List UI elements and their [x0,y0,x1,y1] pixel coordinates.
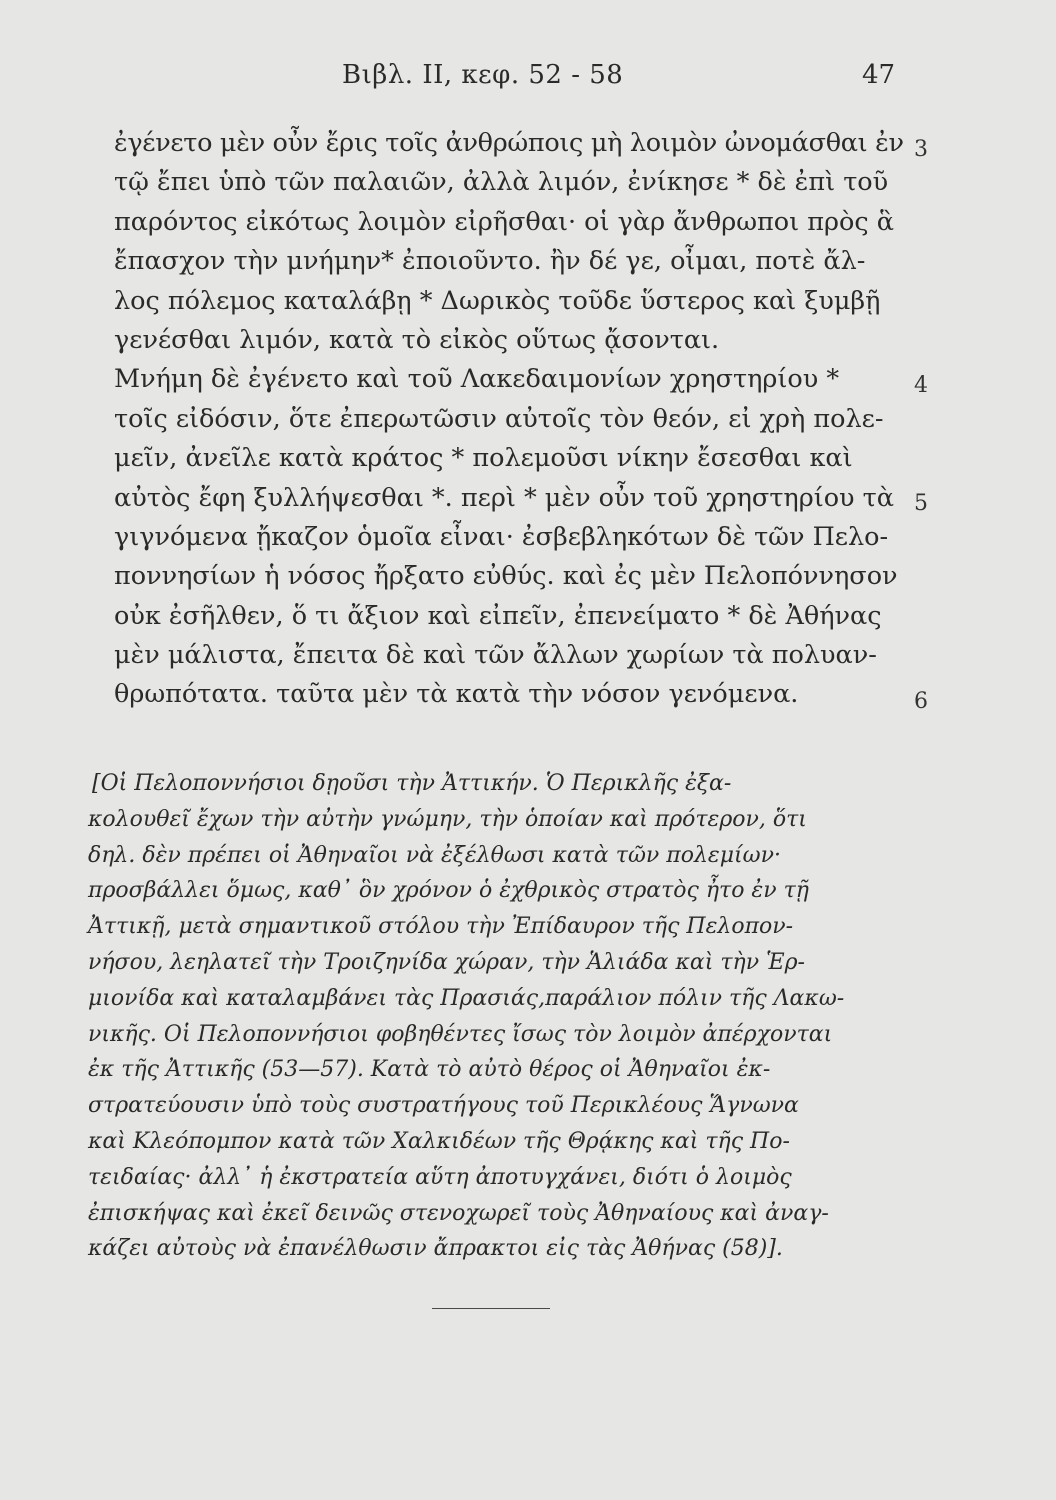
text-line: τοῖς εἰδόσιν, ὅτε ἐπερωτῶσιν αὐτοῖς τὸν θεόν, εἰ χρὴ πολε- [114,403,884,434]
text-line: τῷ ἔπει ὑπὸ τῶν παλαιῶν, ἀλλὰ λιμόν, ἐνίκησε * δὲ ἐπὶ τοῦ [114,167,889,198]
summary-line: νήσου, λεηλατεῖ τὴν Τροιζηνίδα χώραν, τὴν Ἁλιάδα καὶ τὴν Ἑρ- [88,949,805,975]
summary-line: νικῆς. Οἱ Πελοποννήσιοι φοβηθέντες ἴσως τὸν λοιμὸν ἀπέρχονται [88,1021,833,1047]
summary-line: κάζει αὐτοὺς νὰ ἐπανέλθωσιν ἄπρακτοι εἰς τὰς Ἀθήνας (58)]. [88,1236,783,1262]
summary-line: Ἀττικῇ, μετὰ σημαντικοῦ στόλου τὴν Ἐπίδαυρον τῆς Πελοπον- [88,914,794,940]
page-number: 47 [862,60,896,90]
summary-line: δηλ. δὲν πρέπει οἱ Ἀθηναῖοι νὰ ἐξέλθωσι κατὰ τῶν πολεμίων· [88,842,781,868]
summary-line: προσβάλλει ὅμως, καθ᾿ ὃν χρόνον ὁ ἐχθρικὸς στρατὸς ἦτο ἐν τῇ [88,878,809,904]
summary-line: τειδαίας· ἀλλ᾿ ἡ ἐκστρατεία αὕτη ἀποτυγχάνει, διότι ὁ λοιμὸς [88,1164,792,1190]
summary-line: στρατεύουσιν ὑπὸ τοὺς συστρατήγους τοῦ Περικλέους Ἅγνωνα [88,1093,799,1119]
summary-line: κολουθεῖ ἔχων τὴν αὐτὴν γνώμην, τὴν ὁποίαν καὶ πρότερον, ὅτι [88,806,807,832]
text-line: ἐγένετο μὲν οὖν ἔρις τοῖς ἀνθρώποις μὴ λοιμὸν ὠνομάσθαι ἐν [114,128,904,158]
summary-line: καὶ Κλεόπομπον κατὰ τῶν Χαλκιδέων τῆς Θρᾴκης καὶ τῆς Πο- [88,1128,790,1154]
greek-main-text [114,124,928,715]
text-line: ἔπασχον τὴν μνήμην* ἐποιοῦντο. ἢν δέ γε, οἶμαι, ποτὲ ἄλ- [114,246,866,277]
text-line: αὐτὸς ἔφη ξυλλήψεσθαι *. περὶ * μὲν οὖν τοῦ χρηστηρίου τὰ [114,482,894,513]
section-number: 3 [914,137,928,162]
page-header [0,60,1056,94]
text-line: ποννησίων ἡ νόσος ἤρξατο εὐθύς. καὶ ἐς μὲν Πελοπόννησον [114,561,898,592]
summary-line: μιονίδα καὶ καταλαμβάνει τὰς Πρασιάς,παράλιον πόλιν τῆς Λακω- [88,985,845,1011]
text-line: παρόντος εἰκότως λοιμὸν εἰρῆσθαι· οἱ γὰρ ἄνθρωποι πρὸς ἃ [114,206,894,237]
chapter-summary [88,766,908,1267]
text-line: γενέσθαι λιμόν, κατὰ τὸ εἰκὸς οὕτως ᾄσονται. [114,324,720,355]
text-line: μεῖν, ἀνεῖλε κατὰ κράτος * πολεμοῦσι νίκην ἔσεσθαι καὶ [114,443,853,474]
summary-line: [Οἱ Πελοποννήσιοι δῃοῦσι τὴν Ἀττικήν. Ὁ Περικλῆς ἐξα- [92,771,732,796]
text-line: γιγνόμενα ᾔκαζον ὁμοῖα εἶναι· ἐσβεβληκότων δὲ τῶν Πελο- [114,521,889,552]
section-number: 4 [914,373,928,398]
summary-line: ἐκ τῆς Ἀττικῆς (53—57). Κατὰ τὸ αὐτὸ θέρος οἱ Ἀθηναῖοι ἐκ- [88,1057,771,1083]
footer-rule [432,1308,550,1309]
text-line: λος πόλεμος καταλάβῃ * Δωρικὸς τοῦδε ὕστερος καὶ ξυμβῇ [114,285,881,316]
summary-line: ἐπισκήψας καὶ ἐκεῖ δεινῶς στενοχωρεῖ τοὺς Ἀθηναίους καὶ ἀναγ- [88,1200,829,1226]
running-title: Βιβλ. ΙΙ, κεφ. 52 - 58 [342,60,624,90]
text-line: μὲν μάλιστα, ἔπειτα δὲ καὶ τῶν ἄλλων χωρίων τὰ πολυαν- [114,640,877,671]
section-number: 6 [914,689,928,714]
text-line: οὐκ ἐσῆλθεν, ὅ τι ἄξιον καὶ εἰπεῖν, ἐπενείματο * δὲ Ἀθήνας [114,600,882,631]
text-line: θρωπότατα. ταῦτα μὲν τὰ κατὰ τὴν νόσον γενόμενα. [114,679,799,710]
text-line: Μνήμη δὲ ἐγένετο καὶ τοῦ Λακεδαιμονίων χρηστηρίου * [114,364,840,395]
section-number: 5 [914,491,928,516]
